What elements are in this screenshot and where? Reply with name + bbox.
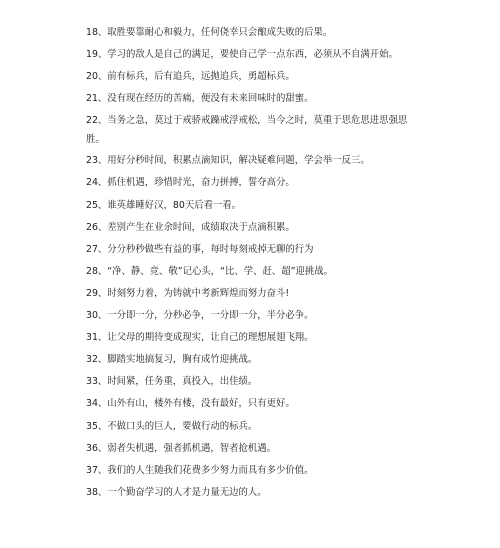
list-item: 21、没有现在经历的苦痛，便没有未来回味时的甜蜜。: [86, 93, 314, 105]
list-item: 30、一分即一分，分秒必争，一分即一分，半分必争。: [86, 310, 314, 322]
list-item: 33、时间紧，任务重，真投入，出佳绩。: [86, 376, 258, 388]
list-item: 18、取胜要靠耐心和毅力，任何侥幸只会酿成失败的后果。: [86, 27, 333, 38]
list-item: 25、谁英雄睡好汉，80天后看一看。: [86, 199, 242, 211]
list-item: 34、山外有山，楼外有楼，没有最好，只有更好。: [86, 398, 295, 410]
list-item: 31、让父母的期待变成现实，让自己的理想展翅飞翔。: [86, 332, 314, 344]
list-item: 38、一个勤奋学习的人才是力量无边的人。: [86, 486, 267, 498]
list-item: 19、学习的敌人是自己的满足，要使自己学一点东西，必须从不自满开始。: [86, 49, 398, 61]
list-item: 26、差别产生在业余时间，成绩取决于点滴积累。: [86, 221, 295, 233]
list-item: 20、前有标兵，后有追兵，远抛追兵，勇超标兵。: [86, 71, 295, 83]
list-item: 23、用好分秒时间，积累点滴知识，解决疑难问题，学会举一反三。: [86, 155, 370, 167]
list-item: 32、脚踏实地搞复习，胸有成竹迎挑战。: [86, 354, 258, 366]
list-item: 36、弱者失机遇，强者抓机遇，智者抢机遇。: [86, 442, 277, 454]
list-item: 29、时刻努力着，为铸就中考新辉煌而努力奋斗!: [86, 287, 290, 299]
list-item: 27、分分秒秒做些有益的事，每时每刻戒掉无聊的行为: [86, 243, 314, 255]
list-item: 35、不做口头的巨人，要做行动的标兵。: [86, 420, 258, 432]
list-item: 37、我们的人生随我们花费多少努力而具有多少价值。: [86, 464, 314, 476]
list-item: 28、“净、静、竞、敬”记心头，“比、学、赶、超”迎挑战。: [86, 265, 333, 277]
quote-list: [86, 22, 416, 504]
list-item: 24、抓住机遇，珍惜时光，奋力拼搏，誓夺高分。: [86, 177, 295, 189]
list-item: 22、当务之急，莫过于戒骄戒躁戒浮戒松，当今之时，莫重于思危思进思强思胜。: [86, 115, 408, 145]
